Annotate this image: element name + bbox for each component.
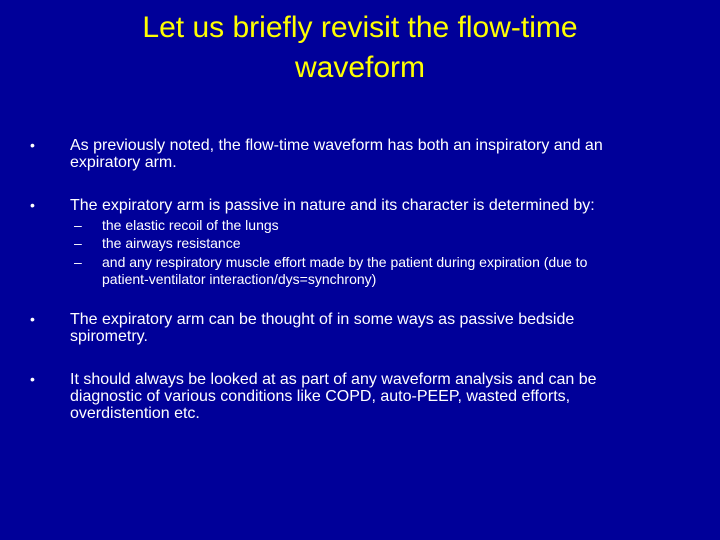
bullet-line: spirometry. [70,328,148,345]
sub-bullet-text [102,217,672,234]
bullet-line: The expiratory arm can be thought of in some ways as passive bedside [70,311,575,328]
bullet-dot-icon: • [30,371,35,387]
bullet-dot-icon: • [30,311,35,327]
dash-icon: – [74,235,82,251]
bullet-dot-icon: • [30,197,35,213]
bullet-dot-icon: • [30,137,35,153]
dash-icon: – [74,254,82,270]
bullet-line: It should always be looked at as part of any waveform analysis and can be [70,371,597,388]
bullet-line: As previously noted, the flow-time waveform has both an inspiratory and an [70,137,603,154]
sub-bullet-text [102,254,672,288]
bullet-line: diagnostic of various conditions like COPD, auto-PEEP, wasted efforts, [70,388,571,405]
title-line-1: Let us briefly revisit the flow-time [142,11,578,44]
bullet-text [70,311,680,345]
bullet-line: overdistention etc. [70,405,200,422]
dash-icon: – [74,217,82,233]
slide-title [60,8,660,88]
sub-bullet-line: the elastic recoil of the lungs [102,217,279,233]
sub-bullet-line: and any respiratory muscle effort made by the patient during expiration (due to [102,254,588,270]
title-line-2: waveform [294,51,426,84]
bullet-line: expiratory arm. [70,154,177,171]
sub-bullet-line: patient-ventilator interaction/dys=synchrony) [102,271,377,287]
bullet-line: The expiratory arm is passive in nature and its character is determined by: [70,197,595,214]
bullet-text [70,371,680,422]
bullet-text [70,137,680,171]
bullet-text [70,197,680,214]
sub-bullet-line: the airways resistance [102,235,241,251]
sub-bullet-text [102,235,672,252]
